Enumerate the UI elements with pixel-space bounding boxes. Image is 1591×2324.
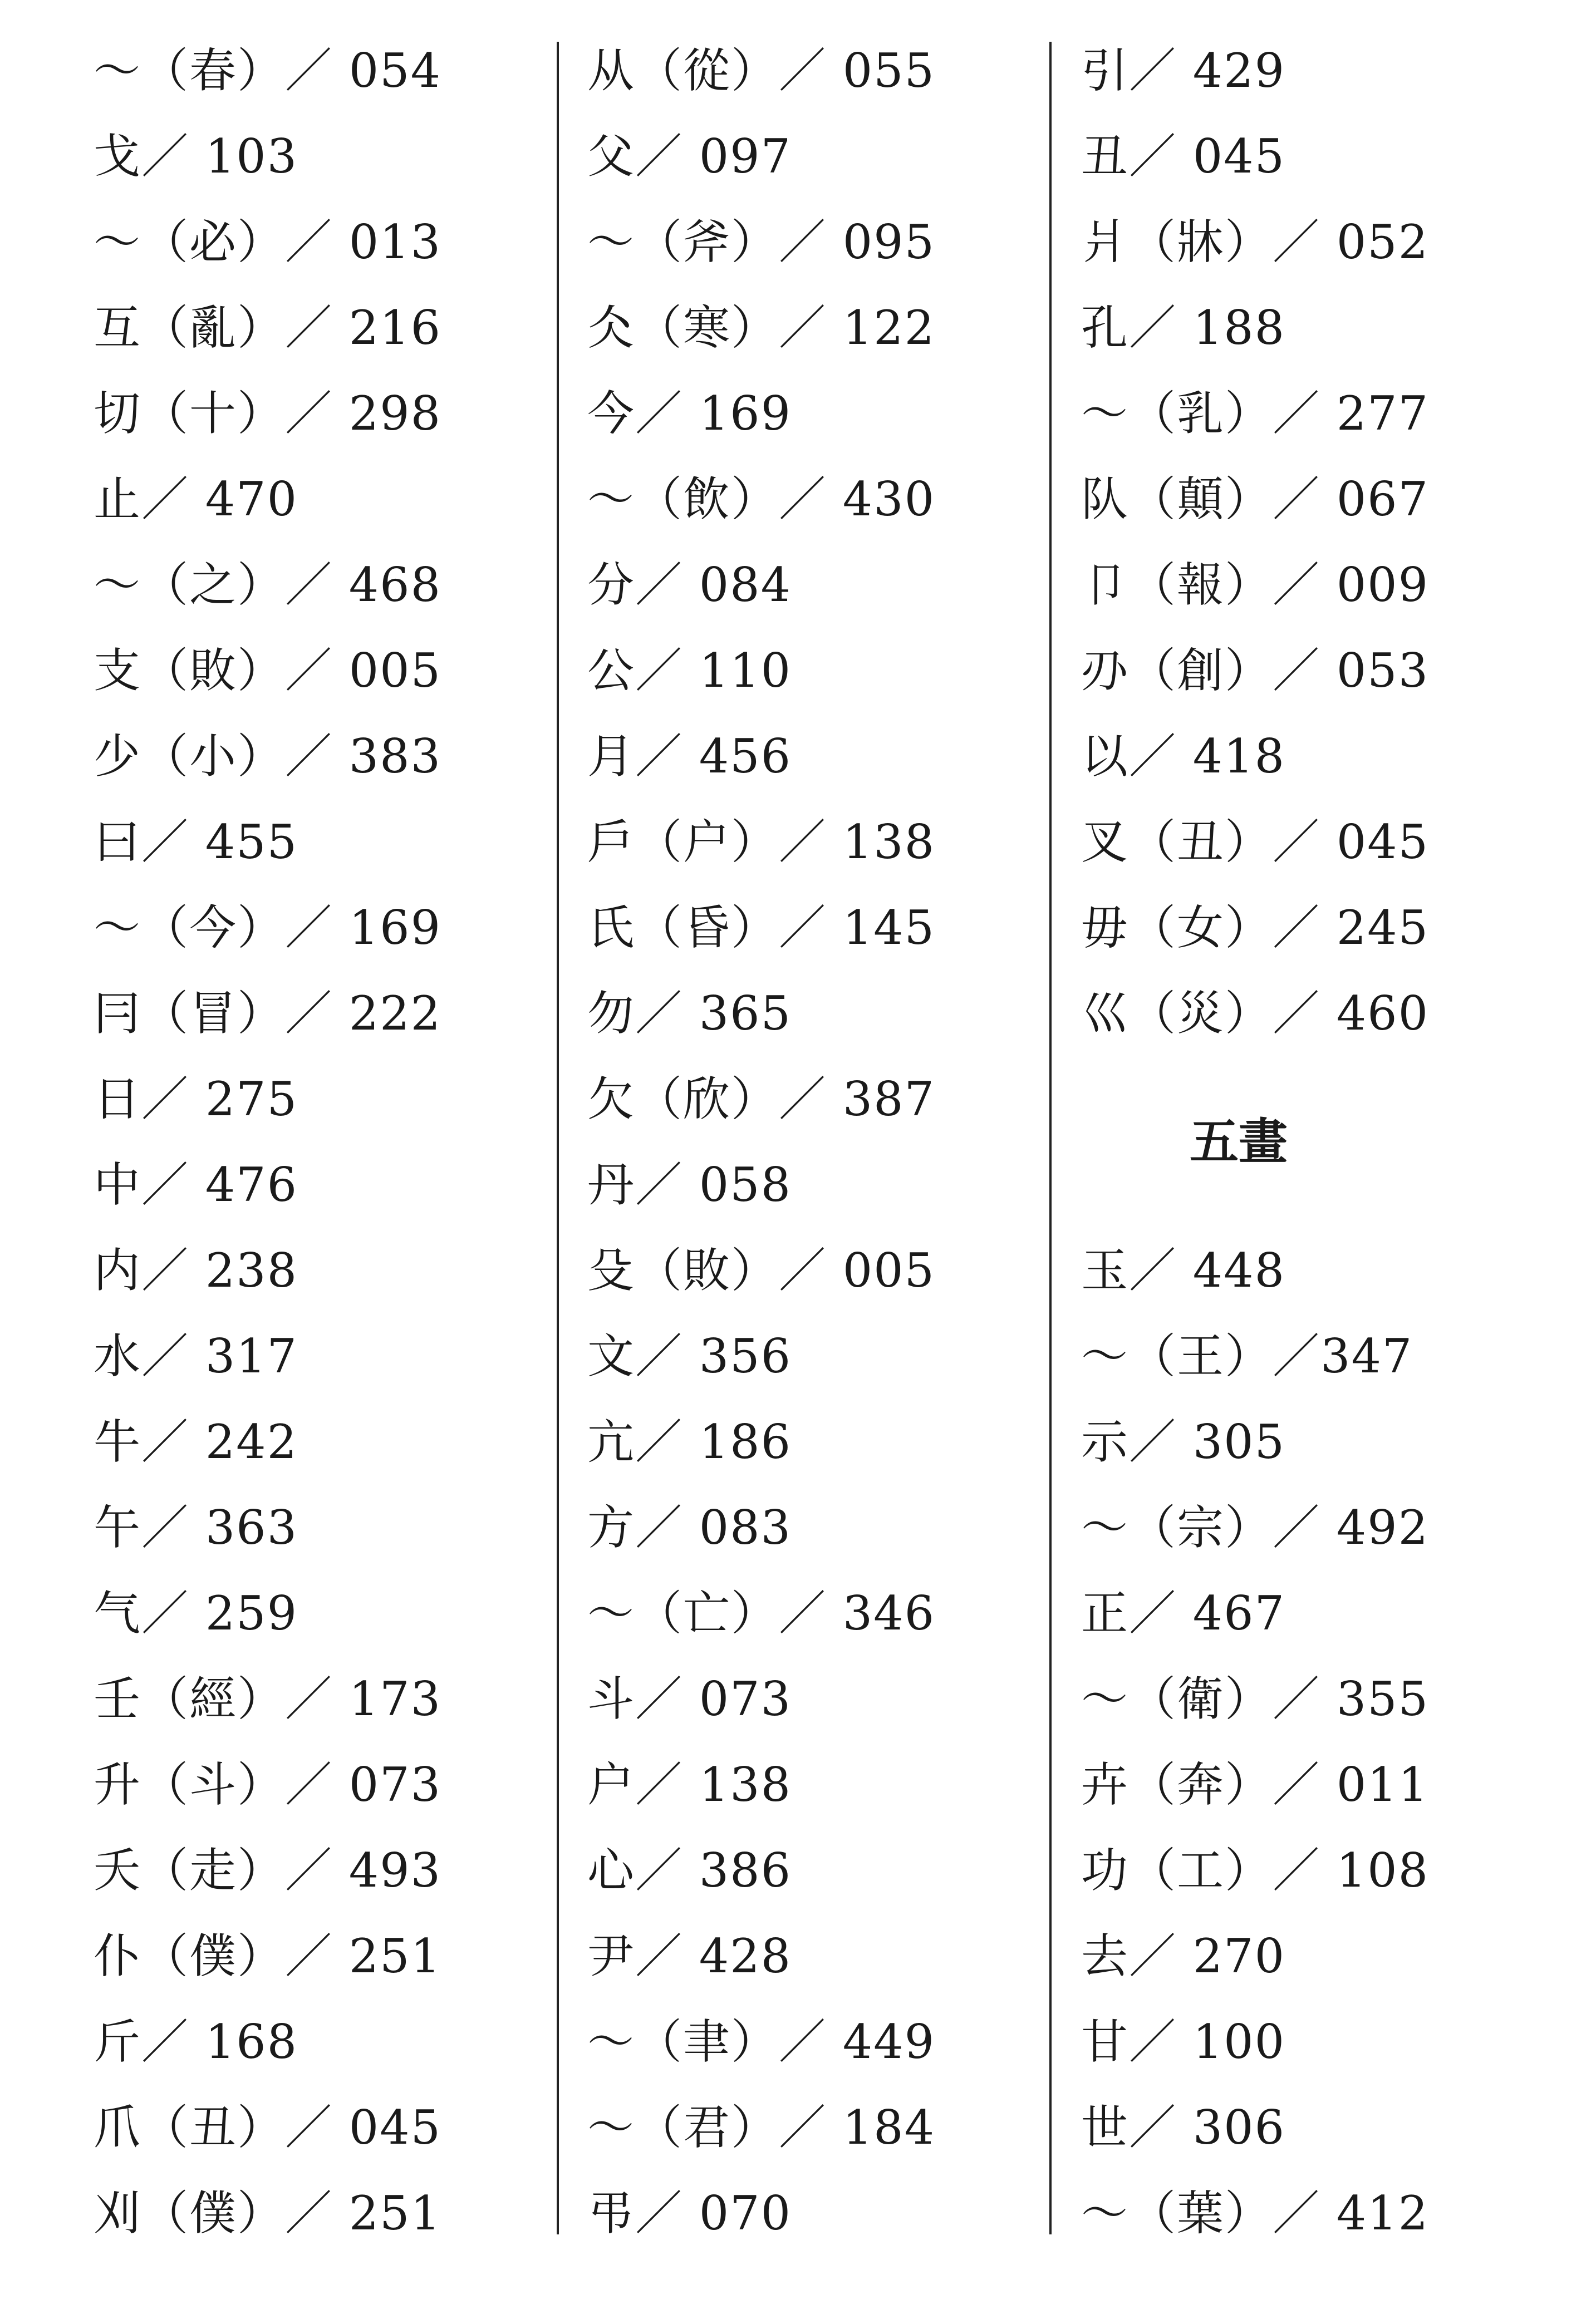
index-entry: 引／ 429 [1081,43,1286,98]
index-entry: ～（乳）／ 277 [1081,386,1430,441]
index-entry: 爪（丑）／ 045 [94,2100,442,2155]
index-entry: 氏（昏）／ 145 [587,900,936,955]
index-column-3 [1081,28,1515,2256]
index-entry: 冃（冒）／ 222 [94,986,442,1041]
index-entry: 弔／ 070 [587,2186,792,2241]
section-heading: 五畫 [1190,1113,1288,1170]
index-entry: 内／ 238 [94,1243,298,1298]
index-entry: 示／ 305 [1081,1415,1286,1469]
index-entry: ～（亡）／ 346 [587,1586,936,1641]
index-entry: 刅（創）／ 053 [1081,643,1430,698]
index-entry: 曰／ 455 [94,815,298,869]
index-entry: ～（王）／347 [1081,1329,1413,1383]
index-entry: 毋（女）／ 245 [1081,900,1430,955]
index-entry: 甘／ 100 [1081,2015,1286,2069]
index-entry: 仌（寒）／ 122 [587,301,936,355]
index-entry: 斗／ 073 [587,1672,792,1726]
index-entry: ～（之）／ 468 [94,558,442,612]
index-entry: 孔／ 188 [1081,301,1286,355]
section-spacer [1081,1056,1515,1099]
index-entry: ～（君）／ 184 [587,2100,936,2155]
index-entry: ～（宗）／ 492 [1081,1500,1430,1555]
index-entry: 方／ 083 [587,1500,792,1555]
index-entry: 止／ 470 [94,472,298,526]
index-entry: 丑／ 045 [1081,129,1286,184]
index-entry: 勿／ 365 [587,986,792,1041]
index-entry: 水／ 317 [94,1329,298,1383]
index-entry: 少（小）／ 383 [94,729,442,784]
index-entry: ～（斧）／ 095 [587,215,936,269]
index-entry: 殳（敗）／ 005 [587,1243,936,1298]
index-entry: 亢／ 186 [587,1415,792,1469]
index-entry: 世／ 306 [1081,2100,1286,2155]
index-entry: 升（斗）／ 073 [94,1757,442,1812]
index-column-1 [94,28,528,2256]
index-entry: 公／ 110 [587,643,792,698]
index-entry: 夭（走）／ 493 [94,1843,442,1898]
index-entry: 父／ 097 [587,129,792,184]
index-entry: 分／ 084 [587,558,792,612]
index-entry: ～（飲）／ 430 [587,472,936,526]
index-entry: 户／ 138 [587,1757,792,1812]
index-entry: 去／ 270 [1081,1929,1286,1983]
index-entry: ～（今）／ 169 [94,900,442,955]
index-entry: 尹／ 428 [587,1929,792,1983]
index-entry: 队（顛）／ 067 [1081,472,1430,526]
index-column-2 [587,28,1022,2256]
column-divider [557,42,559,2234]
index-entry: 午／ 363 [94,1500,298,1555]
index-entry: 欠（欣）／ 387 [587,1072,936,1126]
index-entry: 牛／ 242 [94,1415,298,1469]
index-entry: ～（必）／ 013 [94,215,442,269]
index-entry: 斤／ 168 [94,2015,298,2069]
index-entry: 切（十）／ 298 [94,386,442,441]
index-entry: ～（葉）／ 412 [1081,2186,1430,2241]
index-entry: 互（亂）／ 216 [94,301,442,355]
index-entry: 爿（牀）／ 052 [1081,215,1430,269]
index-entry: 功（工）／ 108 [1081,1843,1430,1898]
index-entry: 巛（災）／ 460 [1081,986,1430,1041]
index-entry: 刈（僕）／ 251 [94,2186,442,2241]
index-entry: 支（敗）／ 005 [94,643,442,698]
index-entry: 心／ 386 [587,1843,792,1898]
index-entry: 中／ 476 [94,1158,298,1212]
index-entry: 文／ 356 [587,1329,792,1383]
index-entry: 日／ 275 [94,1072,298,1126]
index-entry: 从（從）／ 055 [587,43,936,98]
index-entry: ～（聿）／ 449 [587,2015,936,2069]
index-entry: 卩（報）／ 009 [1081,558,1430,612]
index-entry: 月／ 456 [587,729,792,784]
index-entry: 玉／ 448 [1081,1243,1286,1298]
index-entry: ～（衛）／ 355 [1081,1672,1430,1726]
section-spacer [1081,1185,1515,1228]
index-entry: 戈／ 103 [94,129,298,184]
index-entry: 正／ 467 [1081,1586,1286,1641]
index-entry: 叉（丑）／ 045 [1081,815,1430,869]
index-entry: 丹／ 058 [587,1158,792,1212]
column-divider [1049,42,1052,2234]
index-entry: 壬（經）／ 173 [94,1672,442,1726]
index-entry: 戶（户）／ 138 [587,815,936,869]
index-entry: 今／ 169 [587,386,792,441]
index-entry: 仆（僕）／ 251 [94,1929,442,1983]
index-entry: 以／ 418 [1081,729,1286,784]
index-entry: 气／ 259 [94,1586,298,1641]
index-entry: ～（春）／ 054 [94,43,442,98]
index-entry: 卉（奔）／ 011 [1081,1757,1430,1812]
